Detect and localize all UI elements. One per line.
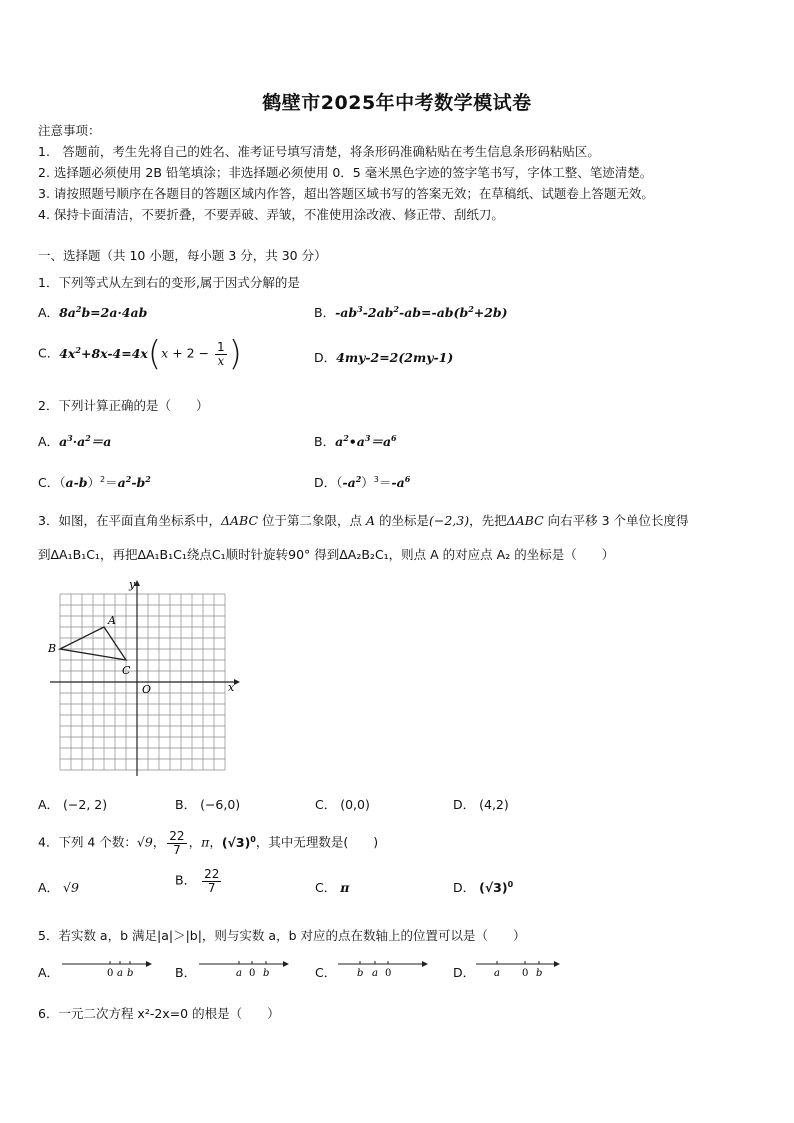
q4-option-b-den: 7: [207, 880, 216, 895]
q3-option-c: [315, 795, 370, 813]
q3-coordinate-figure: [44, 578, 244, 778]
q1-option-c: C．$4x^2+8x-4=4x(x + 2$ − $\frac{1}{x}$ ): [38, 334, 242, 374]
q3-option-c-label: C．: [315, 797, 337, 812]
q5-b-tick-b: b: [263, 968, 270, 979]
q3-origin-label: O: [142, 683, 152, 696]
q5-stem: 5．若实数 a，b 满足|a|＞|b|，则与实数 a，b 对应的点在数轴上的位置可以是（ ）: [38, 928, 526, 943]
q4-option-c-pi: π: [340, 880, 350, 895]
q3-text: ，先把: [469, 513, 507, 528]
q5-number-line-c: [338, 956, 428, 980]
q4-option-a: A． √9: [38, 880, 79, 895]
q3-option-d-label: D．: [453, 797, 476, 812]
q5-d-tick-b: b: [536, 968, 543, 979]
q5-d-tick-0: 0: [522, 968, 529, 979]
q3-x-label: x: [228, 681, 235, 694]
q3-option-b-value: (−6,0): [200, 797, 241, 812]
q5-a-tick-0: 0: [107, 968, 114, 979]
q1-stem: 1．下列等式从左到右的变形,属于因式分解的是: [38, 275, 300, 290]
q5-option-c-label: C．: [315, 965, 337, 980]
q1-option-c-label: C．: [38, 345, 60, 361]
q5-b-tick-a: a: [236, 968, 242, 979]
q5-option-d-label: D．: [453, 965, 476, 980]
q3-text: 向右平移 3 个单位长度得: [543, 513, 689, 528]
q3-option-a-label: A．: [38, 797, 60, 812]
q3-option-c-value: (0,0): [340, 797, 370, 812]
q3-option-d-value: (4,2): [479, 797, 509, 812]
q4-option-c: [315, 878, 349, 896]
notice-item-2: 2. 选择题必须使用 2B 铅笔填涂；非选择题必须使用 0．5 毫米黑色字迹的签字笔书写，字体工整、笔迹清楚。: [38, 165, 653, 180]
q5-c-tick-a: a: [372, 968, 378, 979]
q2-option-d: D．$(-a^2)^3=-a^6$: [314, 473, 411, 490]
q4-pi: π: [201, 834, 210, 850]
q5-a-tick-b: b: [127, 968, 134, 979]
notice-heading: 注意事项：: [38, 123, 101, 138]
q5-number-line-a: [62, 956, 152, 980]
q4-option-b-label: B．: [175, 872, 197, 888]
notice-item-1: 1. 答题前，考生先将自己的姓名、准考证号填写清楚，将条形码准确粘贴在考生信息条形码粘贴区。: [38, 144, 600, 159]
q4-stem: 4．下列 4 个数：√9， $\frac{22}{7}$ ，π，$(√3)^0$，其中无理数是( ): [38, 829, 379, 857]
q4-option-b-num: 22: [204, 867, 220, 881]
q3-point-b-label: B: [48, 642, 57, 655]
q4-option-b: [175, 868, 223, 894]
q3-text: 3．如图，在平面直角坐标系中，: [38, 513, 221, 528]
page-title: 鹤壁市2025年中考数学模试卷: [262, 92, 532, 114]
section-heading: 一、选择题（共 10 小题，每小题 3 分，共 30 分）: [38, 248, 327, 263]
q3-coord: (−2,3): [428, 513, 470, 528]
q5-c-tick-b: b: [357, 968, 364, 979]
q4-option-d: D． $(√3)^0$: [453, 879, 514, 895]
q6-stem: 6．一元二次方程 x²-2x=0 的根是（ ）: [38, 1006, 280, 1021]
q5-b-tick-0: 0: [249, 968, 256, 979]
q1-option-d-label: D．: [314, 350, 337, 365]
q1-option-b-label: B．: [314, 305, 336, 320]
q4-option-c-label: C．: [315, 880, 337, 895]
q3-option-b-label: B．: [175, 797, 197, 812]
q5-option-b-label: B．: [175, 965, 197, 980]
q3-option-a: [38, 795, 107, 813]
q5-a-tick-a: a: [117, 968, 123, 979]
q3-text: 位于第二象限，点: [258, 513, 366, 528]
q3-point-a-label: A: [108, 614, 116, 627]
q3-y-label: y: [129, 578, 136, 591]
notice-item-3: 3. 请按照题号顺序在各题目的答题区域内作答，超出答题区域书写的答案无效；在草稿纸、试题卷上答题无效。: [38, 186, 654, 201]
q3-triangle: ΔABC: [220, 513, 259, 528]
q3-option-b: [175, 795, 240, 813]
q2-stem: 2．下列计算正确的是（ ）: [38, 398, 209, 413]
q3-stem-line1: [38, 511, 689, 529]
q4-stem-tail: ，其中无理数是( ): [255, 834, 379, 850]
q1-option-b: B．$-ab^3-2ab^2-ab=-ab(b^2+2b)$: [314, 303, 508, 320]
q2-option-b: B．$a^2•a^3=a^6$: [314, 432, 397, 449]
q1-option-a-label: A．: [38, 305, 60, 320]
q5-c-tick-0: 0: [385, 968, 392, 979]
q1-option-d: [314, 348, 453, 366]
q3-point-c-label: C: [122, 664, 131, 677]
q4-fraction-den: 7: [173, 842, 181, 857]
q4-stem-text: 4．下列 4 个数：: [38, 834, 137, 850]
q2-option-c: C．$(a-b)^2=a^2-b^2$: [38, 473, 151, 490]
q3-triangle: ΔABC: [506, 513, 544, 528]
q3-option-d: [453, 795, 509, 813]
q4-option-a-label: A．: [38, 880, 60, 895]
q4-option-d-label: D．: [453, 880, 476, 895]
q1-option-d-text: 4my-2=2(2my-1): [336, 350, 454, 365]
q1-option-a: A．$8a^2b=2a\cdot 4ab$: [38, 303, 148, 320]
q5-number-line-b: [199, 956, 289, 980]
q4-fraction-num: 22: [169, 829, 185, 843]
q3-option-a-value: (−2, 2): [63, 797, 108, 812]
q3-x-arrow-icon: [234, 679, 240, 685]
q2-option-a: A．$a^3\cdot a^2=a$: [38, 432, 112, 449]
q5-option-a-label: A．: [38, 965, 60, 980]
q5-number-line-d: [476, 956, 566, 980]
q3-point: A: [365, 513, 375, 528]
q5-d-tick-a: a: [494, 968, 500, 979]
q3-stem-line2: 到ΔA₁B₁C₁，再把ΔA₁B₁C₁绕点C₁顺时针旋转90° 得到ΔA₂B₂C₁，则点 A 的对应点 A₂ 的坐标是（ ）: [38, 547, 615, 562]
q3-text: 的坐标是: [375, 513, 429, 528]
notice-item-4: 4. 保持卡面清洁，不要折叠，不要弄破、弄皱，不准使用涂改液、修正带、刮纸刀。: [38, 207, 504, 222]
